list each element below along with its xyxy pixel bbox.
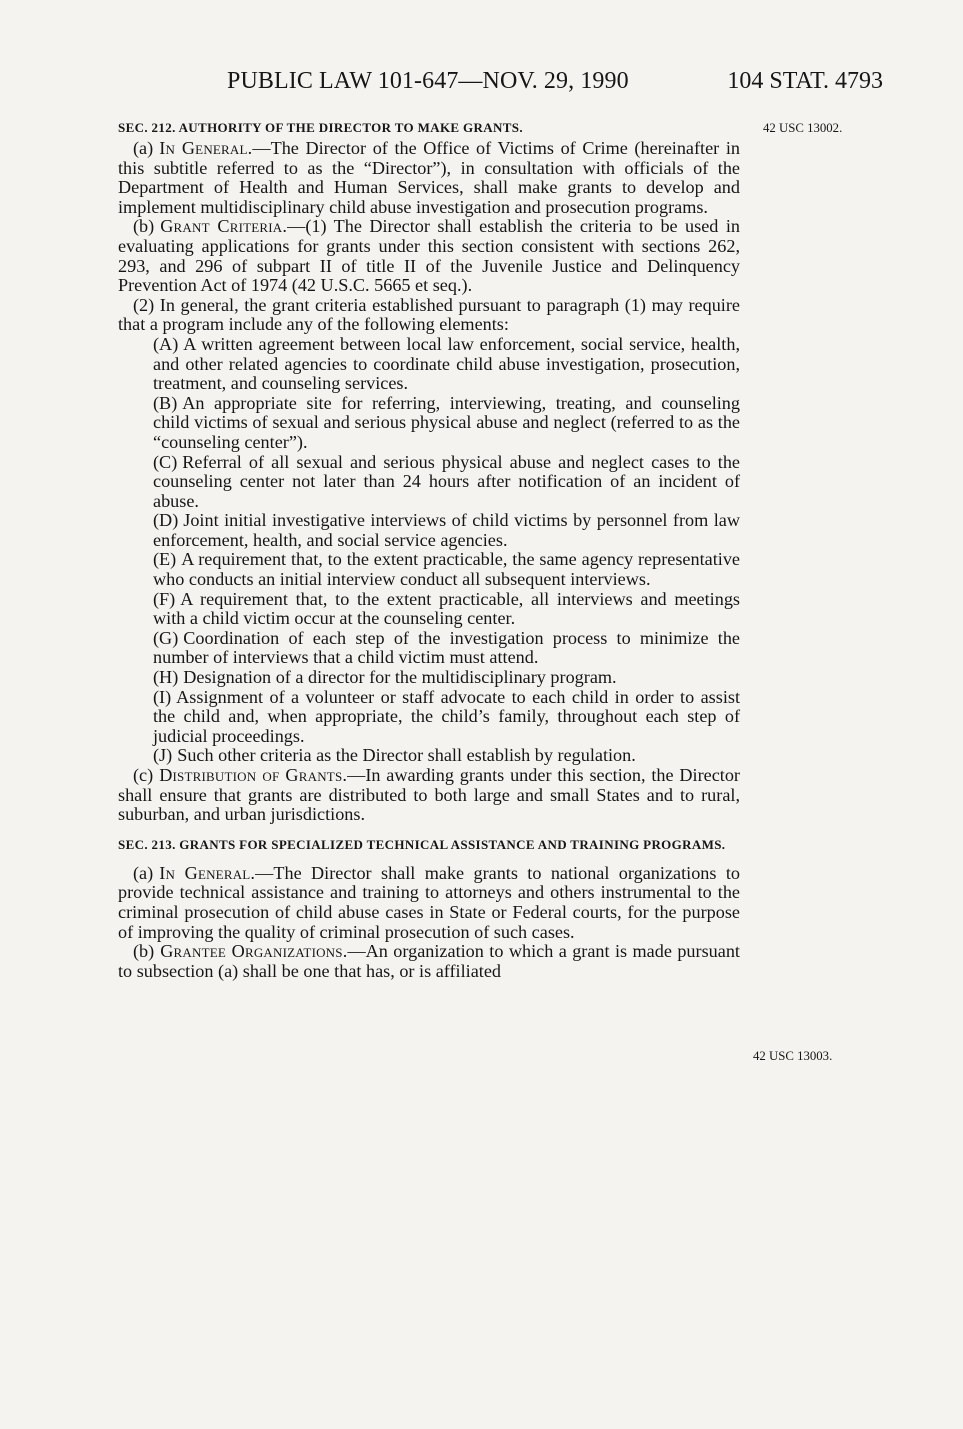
page-number: 104 STAT. 4793: [727, 68, 883, 94]
subsection-213-b: [118, 942, 740, 981]
element-letter: (I): [153, 686, 172, 707]
subsection-heading: Grant Criteria.: [160, 216, 288, 237]
element-text: A requirement that, to the extent practicable, all interviews and meetings with a child victim occur at the counseling center.: [153, 588, 740, 629]
margin-note-sec-212: 42 USC 13002.: [763, 121, 843, 135]
element-text: Joint initial investigative interviews of child victims by personnel from law enforcement, health, and social service agencies.: [153, 510, 740, 550]
subsection-label: (a): [133, 862, 154, 883]
element-text: Designation of a director for the multidisciplinary program.: [183, 667, 617, 688]
subsection-text: —An organization to which a grant is made pursuant to subsection (a) shall be one that has, or is affiliated: [118, 941, 740, 981]
element-f: [118, 590, 740, 629]
element-letter: (A): [153, 333, 179, 354]
subsection-heading: In General.: [159, 138, 253, 158]
subsection-label: (c): [133, 765, 154, 785]
element-letter: (F): [153, 588, 176, 609]
subsection-text: —The Director of the Office of Victims of Crime (hereinafter in this subtitle referred to as the “Director”), in consultation with officials of the Department of Health and Human Services, shall make grants to develop and implement multidisciplinary child abuse investigation and prosecution programs.: [118, 138, 740, 217]
document-body: [118, 120, 740, 981]
subsection-212-c: [118, 766, 740, 825]
subsection-heading: Grantee Organizations.: [160, 941, 348, 962]
element-letter: (G): [153, 627, 179, 648]
paragraph-212-b-2: (2) In general, the grant criteria established pursuant to paragraph (1) may require that a program include any of the following elements:: [118, 294, 740, 335]
element-letter: (H): [153, 667, 179, 688]
subsection-212-a: [118, 139, 740, 217]
element-d: [118, 511, 740, 550]
element-b: [118, 394, 740, 453]
subsection-text: —The Director shall make grants to national organizations to provide technical assistance and training to attorneys and others instrumental to the criminal prosecution of child abuse cases in State or Federal courts, for the purpose of improving the quality of criminal prosecution of such cases.: [118, 862, 740, 942]
subsection-heading: In General.: [159, 862, 256, 883]
element-text: An appropriate site for referring, interviewing, treating, and counseling child victims of sexual and serious physical abuse and neglect (referred to as the “counseling center”).: [153, 392, 740, 452]
element-text: A requirement that, to the extent practicable, the same agency representative who conducts an initial interview conduct all subsequent interviews.: [153, 549, 740, 590]
element-letter: (B): [153, 392, 178, 413]
element-text: Coordination of each step of the investigation process to minimize the number of interviews that a child victim must attend.: [153, 627, 740, 668]
element-j: [118, 746, 740, 766]
subsection-label: (b): [133, 216, 155, 237]
subsection-label: (a): [133, 138, 154, 158]
element-h: [118, 668, 740, 688]
element-text: A written agreement between local law enforcement, social service, health, and other related agencies to coordinate child abuse investigation, prosecution, treatment, and counseling services.: [153, 333, 740, 394]
margin-note-sec-213: 42 USC 13003.: [753, 1049, 833, 1063]
element-i: [118, 688, 740, 747]
subsection-heading: Distribution of Grants.: [159, 765, 348, 785]
element-a: [118, 335, 740, 394]
subsection-label: (b): [133, 941, 155, 962]
subsection-text: —In awarding grants under this section, the Director shall ensure that grants are distributed to both large and small States and to rural, suburban, and urban jurisdictions.: [118, 765, 740, 825]
element-g: [118, 629, 740, 668]
element-c: [118, 453, 740, 512]
running-head: PUBLIC LAW 101-647—NOV. 29, 1990: [227, 68, 629, 94]
section-212-heading: SEC. 212. AUTHORITY OF THE DIRECTOR TO MAKE GRANTS.: [118, 120, 523, 135]
subsection-text: —(1) The Director shall establish the criteria to be used in evaluating applications for grants under this section consistent with sections 262, 293, and 296 of subpart II of title II of the Juvenile Justice and Delinquency Prevention Act of 1974 (42 U.S.C. 5665 et seq.).: [118, 216, 740, 296]
element-text: Assignment of a volunteer or staff advocate to each child in order to assist the child and, when appropriate, the child’s family, throughout each step of judicial proceedings.: [153, 686, 740, 746]
element-letter: (C): [153, 451, 178, 472]
element-letter: (D): [153, 510, 179, 531]
element-text: Such other criteria as the Director shall establish by regulation.: [177, 745, 636, 766]
element-letter: (J): [153, 745, 173, 766]
element-e: [118, 550, 740, 589]
page-header: [227, 66, 883, 100]
element-text: Referral of all sexual and serious physical abuse and neglect cases to the counseling center not later than 24 hours after notification of an incident of abuse.: [153, 451, 740, 511]
element-letter: (E): [153, 549, 177, 570]
subsection-212-b: [118, 217, 740, 295]
section-213-heading: SEC. 213. GRANTS FOR SPECIALIZED TECHNICAL ASSISTANCE AND TRAINING PROGRAMS.: [118, 836, 726, 852]
subsection-213-a: [118, 864, 740, 942]
